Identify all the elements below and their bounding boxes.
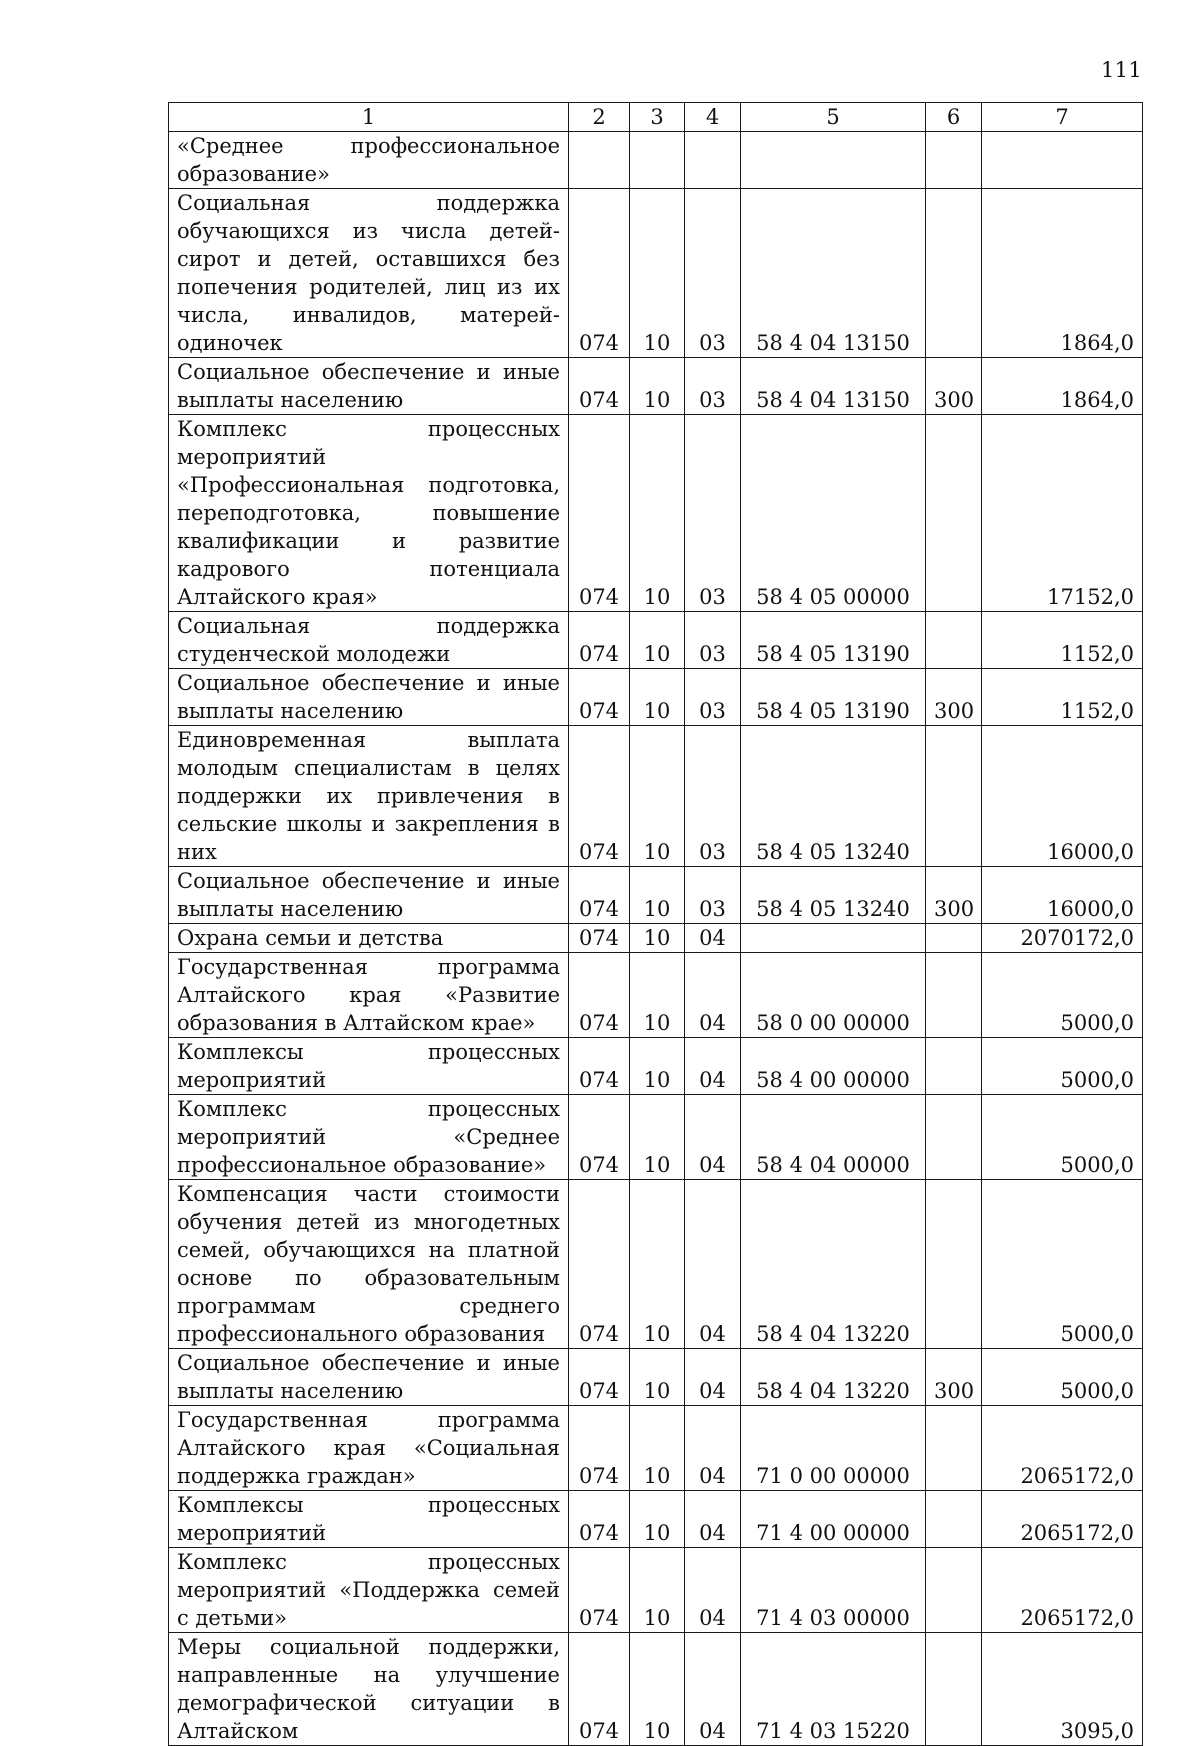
amount-cell: 3095,0: [982, 1633, 1143, 1746]
amount-cell: 17152,0: [982, 415, 1143, 612]
admin-code-cell: 074: [569, 1095, 630, 1180]
row-name-cell: Социальная поддержка студенческой молодежи: [169, 612, 569, 669]
row-name-cell: Государственная программа Алтайского края «Развитие образования в Алтайском крае»: [169, 953, 569, 1038]
table-row: [169, 1095, 1143, 1180]
table-row: [169, 1349, 1143, 1406]
target-article-cell: 58 4 04 13220: [741, 1349, 926, 1406]
column-header: 7: [982, 103, 1143, 132]
table-row: [169, 1548, 1143, 1633]
subsection-code-cell: 04: [685, 1406, 741, 1491]
column-header: 6: [926, 103, 982, 132]
amount-cell: 2065172,0: [982, 1406, 1143, 1491]
admin-code-cell: 074: [569, 358, 630, 415]
subsection-code-cell: 04: [685, 1491, 741, 1548]
subsection-code-cell: 03: [685, 612, 741, 669]
row-name-cell: Социальная поддержка обучающихся из числа детей-сирот и детей, оставшихся без попечения родителей, лиц из их числа, инвалидов, матерей-одиночек: [169, 189, 569, 358]
subsection-code-cell: 04: [685, 1349, 741, 1406]
subsection-code-cell: 04: [685, 1095, 741, 1180]
column-header: 3: [630, 103, 685, 132]
section-code-cell: 10: [630, 726, 685, 867]
section-code-cell: 10: [630, 1491, 685, 1548]
table-row: [169, 726, 1143, 867]
table-row: [169, 358, 1143, 415]
target-article-cell: 71 4 00 00000: [741, 1491, 926, 1548]
expense-type-cell: 300: [926, 358, 982, 415]
target-article-cell: 71 0 00 00000: [741, 1406, 926, 1491]
amount-cell: 2070172,0: [982, 924, 1143, 953]
subsection-code-cell: 03: [685, 189, 741, 358]
amount-cell: 5000,0: [982, 1038, 1143, 1095]
row-name-cell: Единовременная выплата молодым специалистам в целях поддержки их привлечения в сельские школы и закрепления в них: [169, 726, 569, 867]
expense-type-cell: [926, 924, 982, 953]
amount-cell: 1864,0: [982, 189, 1143, 358]
row-name-cell: Социальное обеспечение и иные выплаты населению: [169, 1349, 569, 1406]
section-code-cell: 10: [630, 1038, 685, 1095]
table-row: [169, 924, 1143, 953]
subsection-code-cell: 03: [685, 669, 741, 726]
target-article-cell: 58 4 05 13240: [741, 867, 926, 924]
section-code-cell: 10: [630, 1548, 685, 1633]
admin-code-cell: 074: [569, 867, 630, 924]
section-code-cell: [630, 132, 685, 189]
subsection-code-cell: 03: [685, 415, 741, 612]
budget-table: [168, 102, 1143, 1746]
expense-type-cell: 300: [926, 867, 982, 924]
admin-code-cell: 074: [569, 1633, 630, 1746]
target-article-cell: 71 4 03 00000: [741, 1548, 926, 1633]
admin-code-cell: 074: [569, 726, 630, 867]
amount-cell: 5000,0: [982, 1180, 1143, 1349]
section-code-cell: 10: [630, 1406, 685, 1491]
target-article-cell: 71 4 03 15220: [741, 1633, 926, 1746]
amount-cell: 1152,0: [982, 669, 1143, 726]
table-row: [169, 612, 1143, 669]
admin-code-cell: 074: [569, 669, 630, 726]
amount-cell: 1152,0: [982, 612, 1143, 669]
column-header: 1: [169, 103, 569, 132]
target-article-cell: 58 4 04 13150: [741, 358, 926, 415]
table-row: [169, 953, 1143, 1038]
expense-type-cell: [926, 415, 982, 612]
table-body: [169, 132, 1143, 1746]
amount-cell: 5000,0: [982, 1095, 1143, 1180]
subsection-code-cell: 04: [685, 1633, 741, 1746]
row-name-cell: Комплекс процессных мероприятий «Профессиональная подготовка, переподготовка, повышение квалификации и развитие кадрового потенциала Алтайского края»: [169, 415, 569, 612]
section-code-cell: 10: [630, 358, 685, 415]
header-row: [169, 103, 1143, 132]
section-code-cell: 10: [630, 1180, 685, 1349]
target-article-cell: [741, 924, 926, 953]
amount-cell: 16000,0: [982, 726, 1143, 867]
admin-code-cell: 074: [569, 1180, 630, 1349]
expense-type-cell: [926, 1406, 982, 1491]
expense-type-cell: [926, 726, 982, 867]
page-number: 111: [1101, 58, 1142, 82]
section-code-cell: 10: [630, 669, 685, 726]
subsection-code-cell: 04: [685, 1548, 741, 1633]
admin-code-cell: 074: [569, 953, 630, 1038]
expense-type-cell: [926, 189, 982, 358]
section-code-cell: 10: [630, 1633, 685, 1746]
admin-code-cell: 074: [569, 924, 630, 953]
expense-type-cell: [926, 953, 982, 1038]
column-header: 2: [569, 103, 630, 132]
table-row: [169, 1038, 1143, 1095]
row-name-cell: Комплекс процессных мероприятий «Поддержка семей с детьми»: [169, 1548, 569, 1633]
amount-cell: 5000,0: [982, 953, 1143, 1038]
table-row: [169, 1180, 1143, 1349]
row-name-cell: Комплексы процессных мероприятий: [169, 1491, 569, 1548]
section-code-cell: 10: [630, 953, 685, 1038]
admin-code-cell: 074: [569, 1491, 630, 1548]
subsection-code-cell: 03: [685, 358, 741, 415]
section-code-cell: 10: [630, 924, 685, 953]
table-row: [169, 669, 1143, 726]
row-name-cell: «Среднее профессиональное образование»: [169, 132, 569, 189]
subsection-code-cell: 04: [685, 924, 741, 953]
subsection-code-cell: [685, 132, 741, 189]
expense-type-cell: 300: [926, 669, 982, 726]
row-name-cell: Социальное обеспечение и иные выплаты населению: [169, 669, 569, 726]
row-name-cell: Меры социальной поддержки, направленные на улучшение демографической ситуации в Алтайском: [169, 1633, 569, 1746]
subsection-code-cell: 04: [685, 1038, 741, 1095]
expense-type-cell: [926, 1038, 982, 1095]
admin-code-cell: 074: [569, 1349, 630, 1406]
target-article-cell: 58 4 05 13240: [741, 726, 926, 867]
expense-type-cell: [926, 1633, 982, 1746]
expense-type-cell: [926, 1095, 982, 1180]
admin-code-cell: 074: [569, 1548, 630, 1633]
subsection-code-cell: 03: [685, 867, 741, 924]
amount-cell: 2065172,0: [982, 1491, 1143, 1548]
expense-type-cell: [926, 132, 982, 189]
admin-code-cell: 074: [569, 1406, 630, 1491]
admin-code-cell: 074: [569, 415, 630, 612]
admin-code-cell: [569, 132, 630, 189]
table-row: [169, 1633, 1143, 1746]
table-row: [169, 415, 1143, 612]
table-row: [169, 1491, 1143, 1548]
target-article-cell: 58 4 00 00000: [741, 1038, 926, 1095]
target-article-cell: 58 4 04 13150: [741, 189, 926, 358]
target-article-cell: 58 4 05 00000: [741, 415, 926, 612]
section-code-cell: 10: [630, 1349, 685, 1406]
section-code-cell: 10: [630, 867, 685, 924]
amount-cell: 5000,0: [982, 1349, 1143, 1406]
section-code-cell: 10: [630, 612, 685, 669]
expense-type-cell: [926, 1491, 982, 1548]
row-name-cell: Компенсация части стоимости обучения детей из многодетных семей, обучающихся на платной основе по образовательным программам среднего профессионального образования: [169, 1180, 569, 1349]
expense-type-cell: [926, 1180, 982, 1349]
section-code-cell: 10: [630, 189, 685, 358]
amount-cell: 1864,0: [982, 358, 1143, 415]
section-code-cell: 10: [630, 415, 685, 612]
expense-type-cell: 300: [926, 1349, 982, 1406]
subsection-code-cell: 04: [685, 1180, 741, 1349]
table-row: [169, 189, 1143, 358]
target-article-cell: 58 0 00 00000: [741, 953, 926, 1038]
amount-cell: 16000,0: [982, 867, 1143, 924]
row-name-cell: Социальное обеспечение и иные выплаты населению: [169, 867, 569, 924]
section-code-cell: 10: [630, 1095, 685, 1180]
target-article-cell: [741, 132, 926, 189]
row-name-cell: Охрана семьи и детства: [169, 924, 569, 953]
table-row: [169, 1406, 1143, 1491]
subsection-code-cell: 04: [685, 953, 741, 1038]
expense-type-cell: [926, 1548, 982, 1633]
amount-cell: [982, 132, 1143, 189]
target-article-cell: 58 4 05 13190: [741, 612, 926, 669]
row-name-cell: Комплекс процессных мероприятий «Среднее профессиональное образование»: [169, 1095, 569, 1180]
row-name-cell: Государственная программа Алтайского края «Социальная поддержка граждан»: [169, 1406, 569, 1491]
subsection-code-cell: 03: [685, 726, 741, 867]
column-header: 5: [741, 103, 926, 132]
amount-cell: 2065172,0: [982, 1548, 1143, 1633]
target-article-cell: 58 4 05 13190: [741, 669, 926, 726]
row-name-cell: Социальное обеспечение и иные выплаты населению: [169, 358, 569, 415]
expense-type-cell: [926, 612, 982, 669]
admin-code-cell: 074: [569, 1038, 630, 1095]
target-article-cell: 58 4 04 13220: [741, 1180, 926, 1349]
table-row: [169, 867, 1143, 924]
admin-code-cell: 074: [569, 189, 630, 358]
row-name-cell: Комплексы процессных мероприятий: [169, 1038, 569, 1095]
admin-code-cell: 074: [569, 612, 630, 669]
column-header: 4: [685, 103, 741, 132]
target-article-cell: 58 4 04 00000: [741, 1095, 926, 1180]
table-row: [169, 132, 1143, 189]
